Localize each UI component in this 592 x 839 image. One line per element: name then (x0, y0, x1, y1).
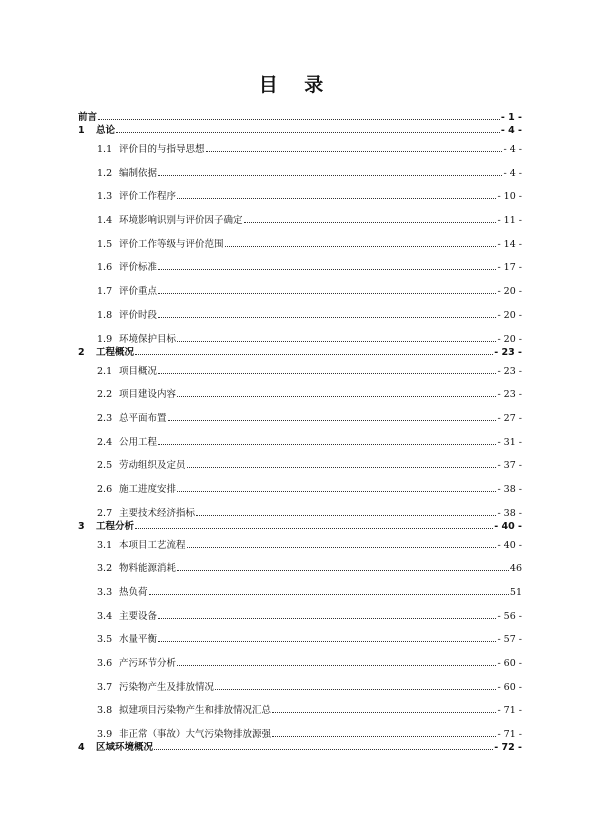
toc-entry-number: 1.5 (97, 238, 113, 250)
toc-entry-title: 工程分析 (96, 520, 135, 532)
toc-entry-number: 2.2 (97, 389, 113, 401)
toc-section-entry[interactable] (78, 377, 522, 401)
toc-page-number: - 14 - (497, 238, 522, 250)
toc-entry-title: 区域环境概况 (96, 742, 154, 754)
toc-dot-leader (158, 293, 496, 294)
toc-dot-leader (149, 594, 509, 595)
toc-entry-title: 劳动组织及定员 (119, 460, 186, 472)
toc-section-entry[interactable] (78, 693, 522, 717)
toc-dot-leader (116, 132, 500, 133)
toc-entry-title: 拟建项目污染物产生和排放情况汇总 (119, 705, 272, 717)
toc-dot-leader (154, 749, 493, 750)
toc-entry-title: 水量平衡 (119, 634, 158, 646)
toc-dot-leader (177, 491, 496, 492)
toc-chapter-entry[interactable] (78, 519, 522, 532)
toc-entry-number: 1.8 (97, 309, 113, 321)
toc-entry-number: 1.7 (97, 286, 113, 298)
toc-entry-title: 评价目的与指导思想 (119, 144, 205, 155)
toc-entry-title: 评价工作程序 (119, 191, 177, 203)
toc-page-number: - 23 - (497, 365, 522, 377)
toc-dot-leader (135, 528, 493, 529)
toc-chapter-entry[interactable] (78, 110, 522, 123)
toc-dot-leader (135, 354, 493, 355)
toc-entry-title: 项目概况 (119, 365, 158, 377)
toc-dot-leader (272, 736, 496, 737)
toc-entry-number: 3.9 (97, 729, 113, 741)
toc-entry-number: 1.9 (97, 333, 113, 345)
toc-dot-leader (158, 317, 496, 318)
toc-entry-title: 主要设备 (119, 610, 158, 622)
toc-entry-number: 4 (78, 742, 85, 754)
toc-page-number: - 11 - (497, 215, 522, 227)
toc-dot-leader (158, 641, 496, 642)
toc-dot-leader (177, 341, 496, 342)
toc-section-entry[interactable] (78, 622, 522, 646)
toc-dot-leader (177, 665, 496, 666)
toc-page-number: 51 (509, 587, 522, 598)
toc-entry-title: 工程概况 (96, 346, 135, 358)
toc-section-entry[interactable] (78, 471, 522, 495)
toc-entry-title: 施工进度安排 (119, 483, 177, 495)
toc-entry-number: 1.3 (97, 191, 113, 203)
toc-entry-number: 3.5 (97, 634, 113, 646)
toc-dot-leader (244, 222, 497, 223)
toc-dot-leader (177, 396, 496, 397)
toc-section-entry[interactable] (78, 645, 522, 669)
toc-entry-title: 物料能源消耗 (119, 563, 177, 575)
toc-entry-number: 3.7 (97, 681, 113, 693)
toc-page-number: - 60 - (497, 681, 522, 693)
toc-section-entry[interactable] (78, 424, 522, 448)
toc-section-entry[interactable] (78, 551, 522, 575)
toc-section-entry[interactable] (78, 202, 522, 226)
toc-entry-number: 1.6 (97, 262, 113, 274)
toc-dot-leader (206, 151, 503, 152)
toc-entry-number: 2.3 (97, 412, 113, 424)
toc-chapter-entry[interactable] (78, 123, 522, 136)
toc-page-number: - 4 - (503, 144, 522, 155)
toc-entry-title: 评价标准 (119, 262, 158, 274)
toc-dot-leader (177, 198, 496, 199)
toc-page-number: - 56 - (497, 610, 522, 622)
toc-entry-number: 2.5 (97, 460, 113, 472)
toc-dot-leader (196, 515, 496, 516)
toc-page-number: 46 (509, 563, 522, 575)
toc-page-number: - 38 - (497, 483, 522, 495)
toc-entry-number: 2.4 (97, 436, 113, 448)
toc-chapter-entry[interactable] (78, 740, 522, 753)
toc-page-number: - 4 - (500, 125, 522, 136)
toc-entry-title: 环境影响识别与评价因子确定 (119, 215, 243, 227)
toc-entry-number: 1.4 (97, 215, 113, 227)
toc-section-entry[interactable] (78, 155, 522, 179)
toc-entry-title: 总论 (96, 125, 116, 136)
toc-entry-number: 1 (78, 125, 85, 136)
toc-section-entry[interactable] (78, 273, 522, 297)
toc-entry-number: 2.7 (97, 507, 113, 519)
toc-section-entry[interactable] (78, 400, 522, 424)
toc-entry-title: 热负荷 (119, 587, 148, 598)
toc-entry-number: 2 (78, 346, 85, 358)
toc-page-number: - 72 - (494, 742, 522, 754)
toc-dot-leader (225, 246, 497, 247)
toc-entry-number: 3.8 (97, 705, 113, 717)
toc-section-entry[interactable] (78, 136, 522, 155)
toc-entry-number: 3.6 (97, 658, 113, 670)
toc-page-number: - 20 - (497, 309, 522, 321)
toc-page-number: - 71 - (497, 729, 522, 741)
table-of-contents (78, 110, 522, 753)
toc-dot-leader (158, 269, 496, 270)
toc-page-number: - 1 - (500, 112, 522, 123)
toc-dot-leader (158, 175, 502, 176)
toc-section-entry[interactable] (78, 358, 522, 377)
toc-entry-title: 环境保护目标 (119, 333, 177, 345)
toc-dot-leader (168, 420, 497, 421)
toc-page-number: - 23 - (497, 389, 522, 401)
toc-section-entry[interactable] (78, 598, 522, 622)
toc-page-number: - 20 - (497, 286, 522, 298)
toc-page-number: - 23 - (494, 346, 522, 358)
toc-entry-number: 3 (78, 520, 85, 532)
toc-dot-leader (98, 119, 500, 120)
toc-page-number: - 20 - (497, 333, 522, 345)
toc-page-number: - 60 - (497, 658, 522, 670)
toc-dot-leader (158, 618, 496, 619)
toc-dot-leader (158, 444, 496, 445)
toc-page-number: - 38 - (497, 507, 522, 519)
toc-entry-number: 3.3 (97, 587, 113, 598)
toc-page-number: - 4 - (503, 167, 522, 179)
toc-page-number: - 31 - (497, 436, 522, 448)
toc-chapter-entry[interactable] (78, 345, 522, 358)
toc-page-number: - 17 - (497, 262, 522, 274)
toc-page-number: - 40 - (494, 520, 522, 532)
toc-page-number: - 57 - (497, 634, 522, 646)
page-title: 目 录 (258, 74, 334, 96)
toc-section-entry[interactable] (78, 532, 522, 551)
toc-page-number: - 37 - (497, 460, 522, 472)
toc-page-number: - 40 - (497, 539, 522, 551)
toc-section-entry[interactable] (78, 574, 522, 598)
toc-entry-number: 2.1 (97, 365, 113, 377)
toc-dot-leader (272, 712, 496, 713)
toc-entry-title: 评价重点 (119, 286, 158, 298)
toc-dot-leader (187, 467, 497, 468)
toc-entry-title: 前言 (78, 112, 98, 123)
toc-section-entry[interactable] (78, 495, 522, 519)
toc-entry-number: 1.2 (97, 167, 113, 179)
toc-entry-title: 评价工作等级与评价范围 (119, 238, 224, 250)
toc-dot-leader (215, 689, 496, 690)
toc-entry-title: 污染物产生及排放情况 (119, 681, 215, 693)
toc-page-number: - 71 - (497, 705, 522, 717)
toc-section-entry[interactable] (78, 179, 522, 203)
toc-entry-title: 公用工程 (119, 436, 158, 448)
toc-entry-title: 本项目工艺流程 (119, 539, 186, 551)
toc-dot-leader (187, 547, 497, 548)
toc-entry-number: 3.1 (97, 539, 113, 551)
toc-section-entry[interactable] (78, 250, 522, 274)
toc-entry-title: 评价时段 (119, 309, 158, 321)
toc-entry-title: 总平面布置 (119, 412, 167, 424)
toc-entry-number: 3.2 (97, 563, 113, 575)
toc-entry-number: 1.1 (97, 144, 113, 155)
toc-section-entry[interactable] (78, 297, 522, 321)
toc-section-entry[interactable] (78, 226, 522, 250)
toc-dot-leader (158, 373, 496, 374)
toc-entry-title: 项目建设内容 (119, 389, 177, 401)
toc-section-entry[interactable] (78, 669, 522, 693)
toc-section-entry[interactable] (78, 448, 522, 472)
toc-dot-leader (177, 570, 509, 571)
toc-section-entry[interactable] (78, 716, 522, 740)
toc-entry-title: 产污环节分析 (119, 658, 177, 670)
toc-page-number: - 27 - (497, 412, 522, 424)
toc-page-number: - 10 - (497, 191, 522, 203)
toc-entry-title: 主要技术经济指标 (119, 507, 196, 519)
toc-entry-title: 编制依据 (119, 167, 158, 179)
toc-entry-title: 非正常（事故）大气污染物排放源强 (119, 729, 272, 741)
toc-entry-number: 3.4 (97, 610, 113, 622)
toc-entry-number: 2.6 (97, 483, 113, 495)
toc-section-entry[interactable] (78, 321, 522, 345)
